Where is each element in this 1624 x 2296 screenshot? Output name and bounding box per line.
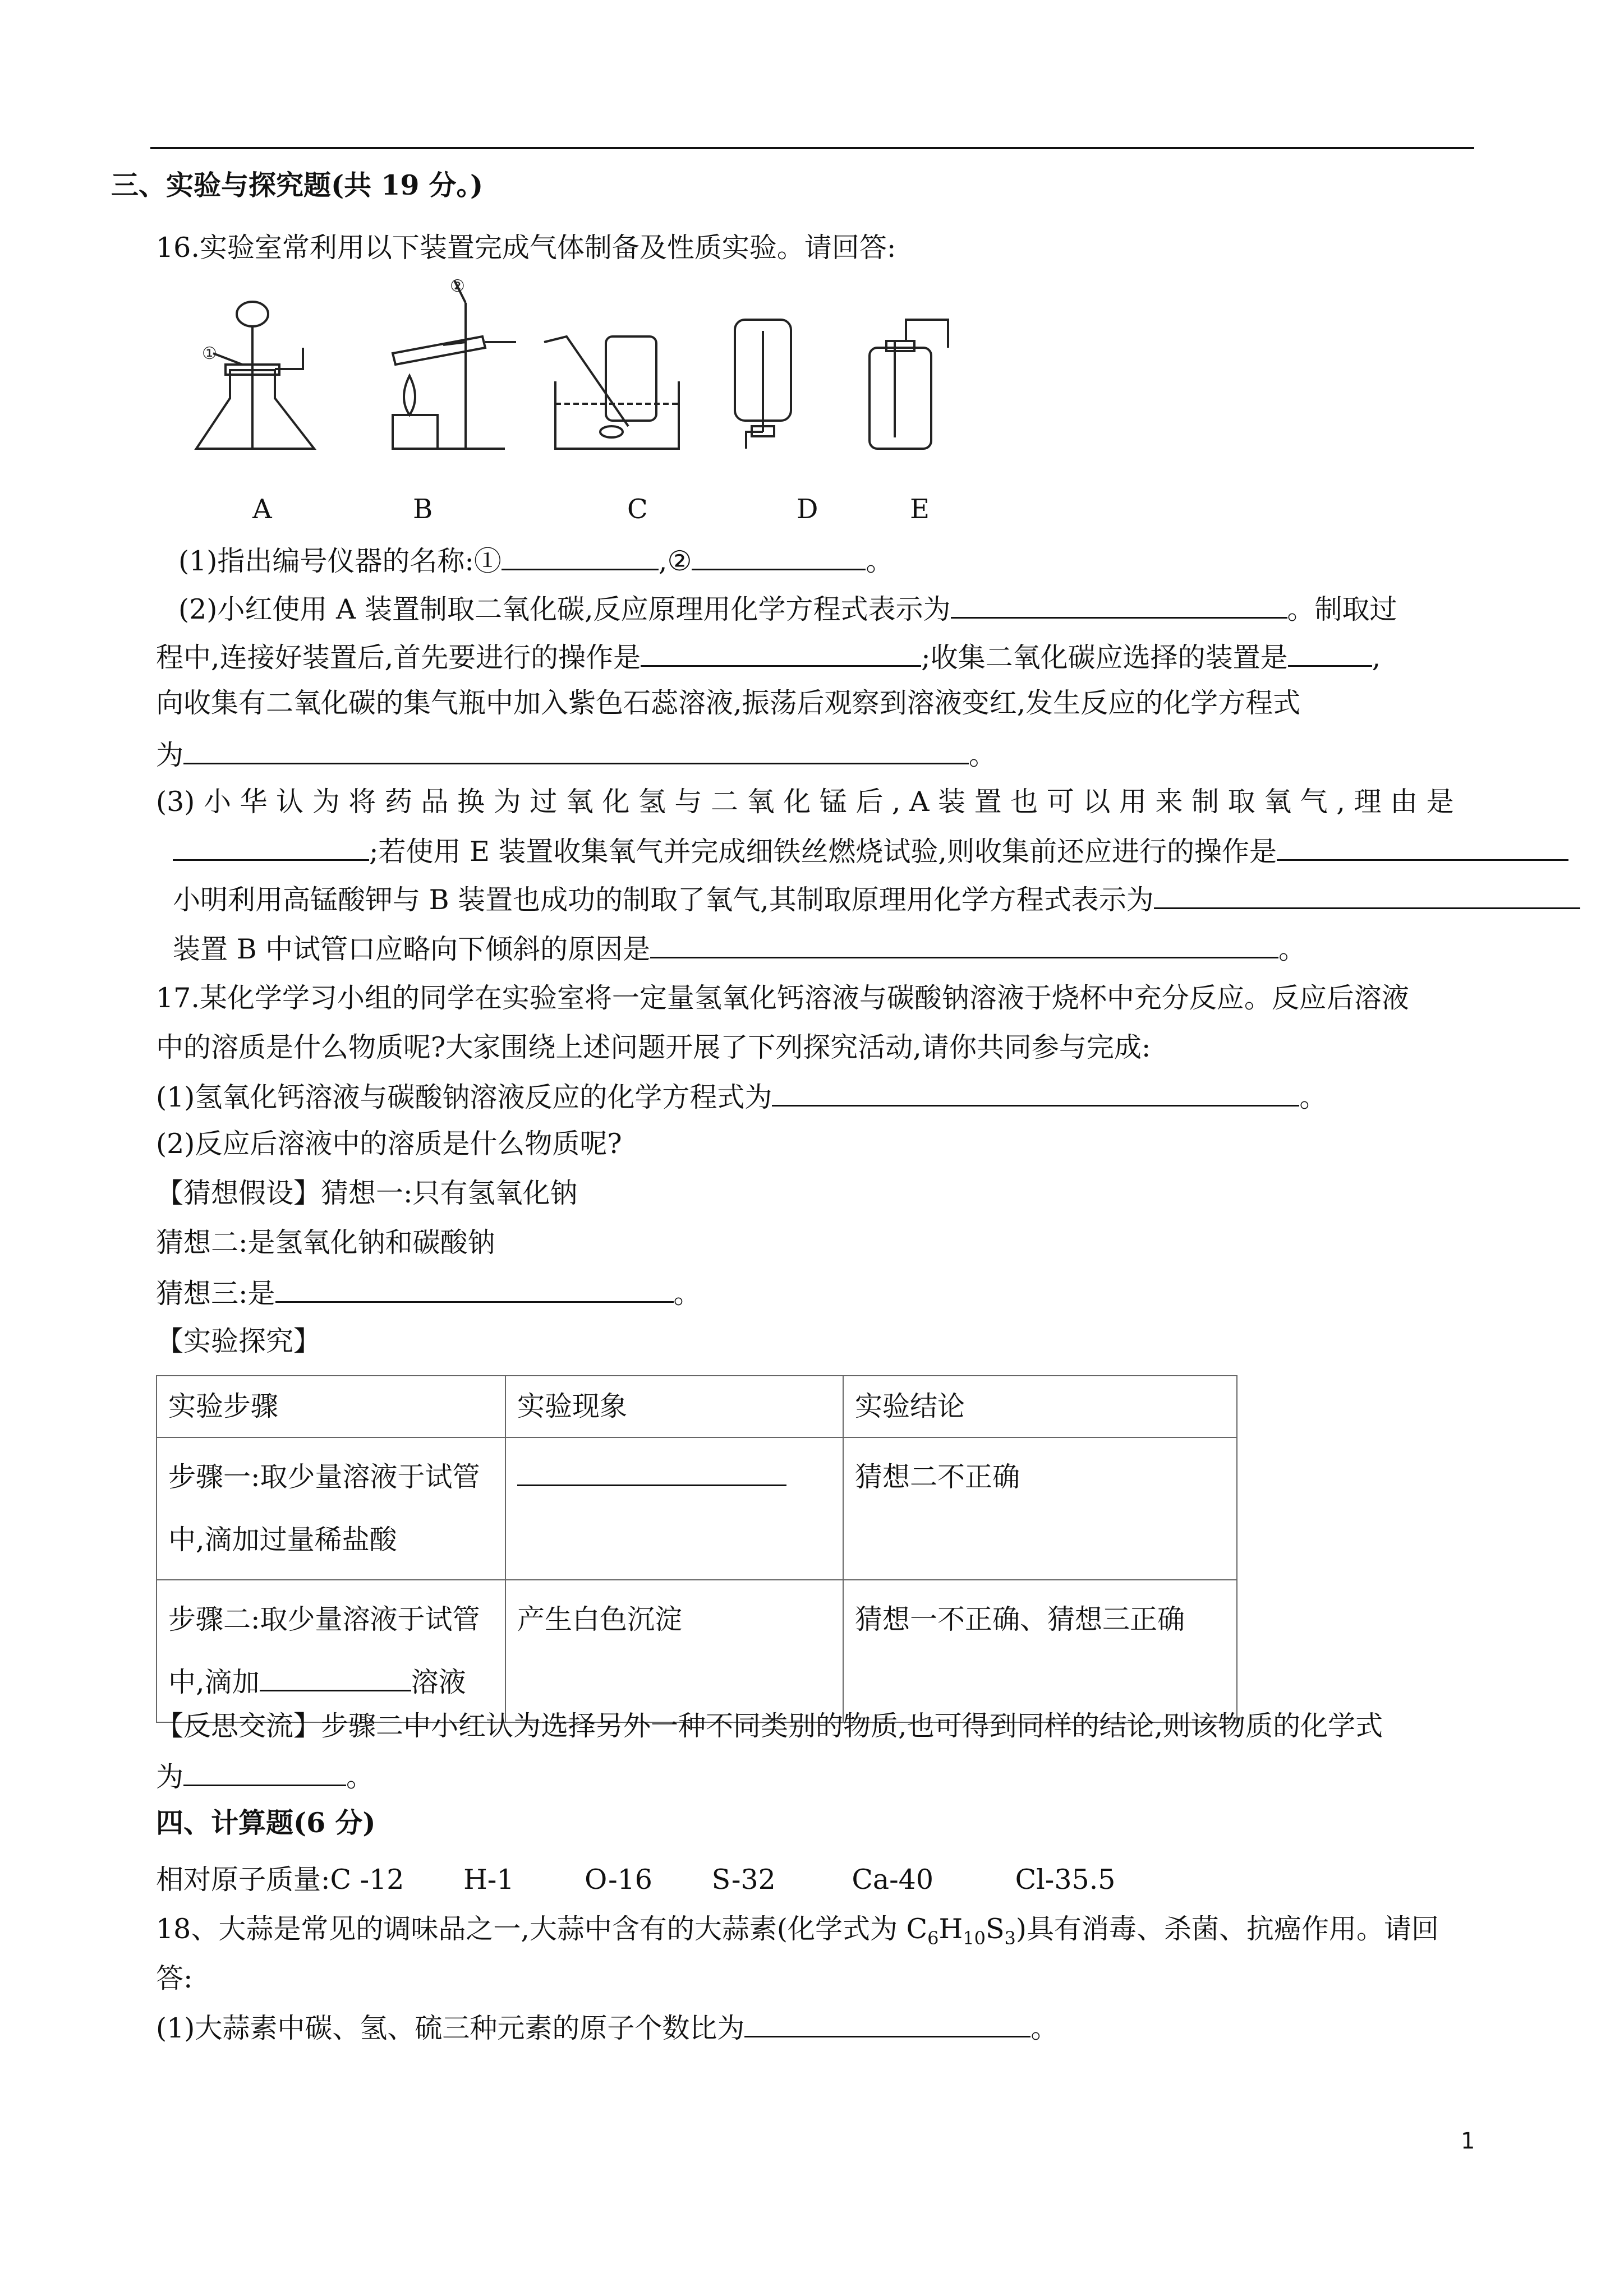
q16-p1-text-b: ,② <box>658 545 692 577</box>
q16-part2-line2 <box>156 639 1381 675</box>
mark-2-label: ② <box>450 276 465 296</box>
apparatus-a-icon <box>196 302 314 449</box>
table-header-row <box>157 1376 1237 1437</box>
q17-part1 <box>156 1079 1327 1114</box>
answer-blank-equation-h2co3[interactable] <box>183 737 969 764</box>
section4-heading: 四、计算题(6 分) <box>156 1806 376 1839</box>
step-2-text-c: 溶液 <box>411 1666 466 1698</box>
reflection-text: 为 <box>156 1761 184 1793</box>
q18-line1 <box>156 1912 1439 1955</box>
reflection-end: 。 <box>346 1761 374 1793</box>
q16-p3-l3-text: 小明利用高锰酸钾与 B 装置也成功的制取了氧气,其制取原理用化学方程式表示为 <box>173 884 1154 916</box>
q16-p2-text: (2)小红使用 A 装置制取二氧化碳,反应原理用化学方程式表示为 <box>178 593 951 625</box>
answer-blank-atom-ratio[interactable] <box>744 2010 1030 2037</box>
step-2-text-b: 中,滴加 <box>168 1666 260 1698</box>
conclusion-2-cell: 猜想一不正确、猜想三正确 <box>843 1580 1237 1722</box>
apparatus-d-icon <box>735 320 791 449</box>
figure-label-c: C <box>627 494 648 525</box>
q16-p1-text-a: (1)指出编号仪器的名称:① <box>178 545 502 577</box>
q16-part2-line3: 向收集有二氧化碳的集气瓶中加入紫色石蕊溶液,振荡后观察到溶液变红,发生反应的化学方程式 <box>156 687 1301 719</box>
q16-part3-line3 <box>173 882 1580 917</box>
answer-blank-formula[interactable] <box>183 1759 346 1786</box>
answer-blank-reason[interactable] <box>173 833 369 861</box>
phenomenon-2-cell: 产生白色沉淀 <box>505 1580 843 1722</box>
reflection-line1: 【反思交流】步骤二中小红认为选择另外一种不同类别的物质,也可得到同样的结论,则该物质的化学式 <box>156 1710 1383 1742</box>
conclusion-1-cell: 猜想二不正确 <box>843 1437 1237 1580</box>
q18-h: H <box>938 1913 963 1945</box>
answer-blank-1[interactable] <box>502 543 659 570</box>
hypothesis-2: 猜想二:是氢氧化钠和碳酸钠 <box>156 1227 495 1258</box>
q17-part2: (2)反应后溶液中的溶质是什么物质呢? <box>156 1128 622 1160</box>
mass-h: H-1 <box>463 1864 514 1896</box>
q16-part2-line1 <box>178 591 1397 626</box>
header-rule <box>150 147 1474 149</box>
header-conclusion: 实验结论 <box>843 1376 1237 1437</box>
answer-blank-e-operation[interactable] <box>1277 833 1568 861</box>
step-1-cell: 步骤一:取少量溶液于试管中,滴加过量稀盐酸 <box>157 1437 505 1580</box>
page-number: 1 <box>1461 2128 1475 2154</box>
q16-p2-text-cont: 。制取过 <box>1287 593 1397 625</box>
hypothesis-3-text: 猜想三:是 <box>156 1278 275 1310</box>
header-phenomenon: 实验现象 <box>505 1376 843 1437</box>
reflection-line2 <box>156 1759 374 1794</box>
mark-1-label: ① <box>202 344 217 363</box>
q18-sub-3: 3 <box>1004 1927 1016 1949</box>
q17-line1: 17.某化学学习小组的同学在实验室将一定量氢氧化钙溶液与碳酸钠溶液于烧杯中充分反应。反应后溶液 <box>156 982 1409 1014</box>
q18-p1-text: (1)大蒜素中碳、氢、硫三种元素的原子个数比为 <box>156 2012 745 2044</box>
q18-sub-10: 10 <box>963 1927 986 1949</box>
mass-ca: Ca-40 <box>852 1864 934 1896</box>
section3-heading: 三、实验与探究题(共 19 分。) <box>111 169 484 201</box>
answer-blank-phenomenon-1[interactable] <box>517 1451 786 1486</box>
answer-blank-collect-device[interactable] <box>1288 639 1372 667</box>
q16-part3-line2 <box>173 833 1568 869</box>
mass-o: O-16 <box>585 1864 652 1896</box>
q18-text-a: 18、大蒜是常见的调味品之一,大蒜中含有的大蒜素(化学式为 C <box>156 1913 928 1945</box>
mass-s: S-32 <box>711 1864 776 1896</box>
q16-p1-end: 。 <box>866 545 894 577</box>
answer-blank-operation[interactable] <box>641 639 921 667</box>
q16-p2-l2-text-b: ;收集二氧化碳应选择的装置是 <box>921 642 1288 674</box>
q18-p1-end: 。 <box>1030 2012 1059 2044</box>
apparatus-e-icon <box>869 320 948 449</box>
apparatus-b-icon <box>393 280 516 449</box>
table-row <box>157 1580 1237 1722</box>
hypothesis-3 <box>156 1275 701 1311</box>
answer-blank-reagent[interactable] <box>260 1664 411 1691</box>
answer-blank-equation-caoh2[interactable] <box>772 1079 1299 1106</box>
q16-part3-line4 <box>173 931 1306 966</box>
answer-blank-hypothesis-3[interactable] <box>275 1275 674 1303</box>
q16-stem: 16.实验室常利用以下装置完成气体制备及性质实验。请回答: <box>156 232 896 264</box>
q18-text-b: )具有消毒、杀菌、抗癌作用。请回 <box>1015 1913 1439 1945</box>
q16-part2-line4 <box>156 737 996 772</box>
step-2-cell <box>157 1580 505 1722</box>
apparatus-c-icon <box>544 336 679 449</box>
q17-line2: 中的溶质是什么物质呢?大家围绕上述问题开展了下列探究活动,请你共同参与完成: <box>156 1031 1151 1063</box>
q16-p2-l4-end: 。 <box>969 739 997 771</box>
phenomenon-1-cell <box>505 1437 843 1580</box>
mass-c: 相对原子质量:C -12 <box>156 1864 404 1896</box>
hypothesis-1: 【猜想假设】猜想一:只有氢氧化钠 <box>156 1177 578 1209</box>
header-step: 实验步骤 <box>157 1376 505 1437</box>
q16-part3-line1: (3) 小 华 认 为 将 药 品 换 为 过 氧 化 氢 与 二 氧 化 锰 后 , A 装 置 也 可 以 用 来 制 取 氧 气 , 理 由 是 <box>156 786 1454 818</box>
figure-label-d: D <box>797 494 818 525</box>
apparatus-figure <box>191 269 987 527</box>
q16-p2-l2-text: 程中,连接好装置后,首先要进行的操作是 <box>156 642 641 674</box>
mass-cl: Cl-35.5 <box>1015 1864 1116 1896</box>
answer-blank-equation-co2[interactable] <box>951 591 1287 619</box>
atomic-masses <box>156 1863 1115 1897</box>
experiment-heading: 【实验探究】 <box>156 1325 321 1357</box>
answer-blank-equation-kmno4[interactable] <box>1154 882 1580 909</box>
q18-s: S <box>985 1913 1005 1945</box>
figure-label-e: E <box>910 494 930 525</box>
hypothesis-3-end: 。 <box>673 1278 701 1310</box>
q18-line2: 答: <box>156 1962 193 1994</box>
q16-p3-l4-end: 。 <box>1278 933 1306 965</box>
q16-p2-l2-comma: , <box>1372 642 1381 674</box>
answer-blank-2[interactable] <box>692 543 866 570</box>
figure-label-a: A <box>252 494 272 525</box>
figure-label-b: B <box>413 494 433 525</box>
answer-blank-tilt-reason[interactable] <box>650 931 1278 958</box>
q16-p2-l4-text: 为 <box>156 739 184 771</box>
step-2-text-a: 步骤二:取少量溶液于试管 <box>168 1603 480 1635</box>
q16-p3-l4-text: 装置 B 中试管口应略向下倾斜的原因是 <box>173 933 651 965</box>
q17-p1-text: (1)氢氧化钙溶液与碳酸钠溶液反应的化学方程式为 <box>156 1081 772 1113</box>
table-row <box>157 1437 1237 1580</box>
q18-part1 <box>156 2010 1058 2045</box>
experiment-table <box>156 1375 1237 1723</box>
q16-part1 <box>178 543 893 578</box>
q16-p3-l2-text: ;若使用 E 装置收集氧气并完成细铁丝燃烧试验,则收集前还应进行的操作是 <box>369 836 1277 868</box>
q17-p1-end: 。 <box>1299 1081 1327 1113</box>
q18-sub-6: 6 <box>927 1927 939 1949</box>
